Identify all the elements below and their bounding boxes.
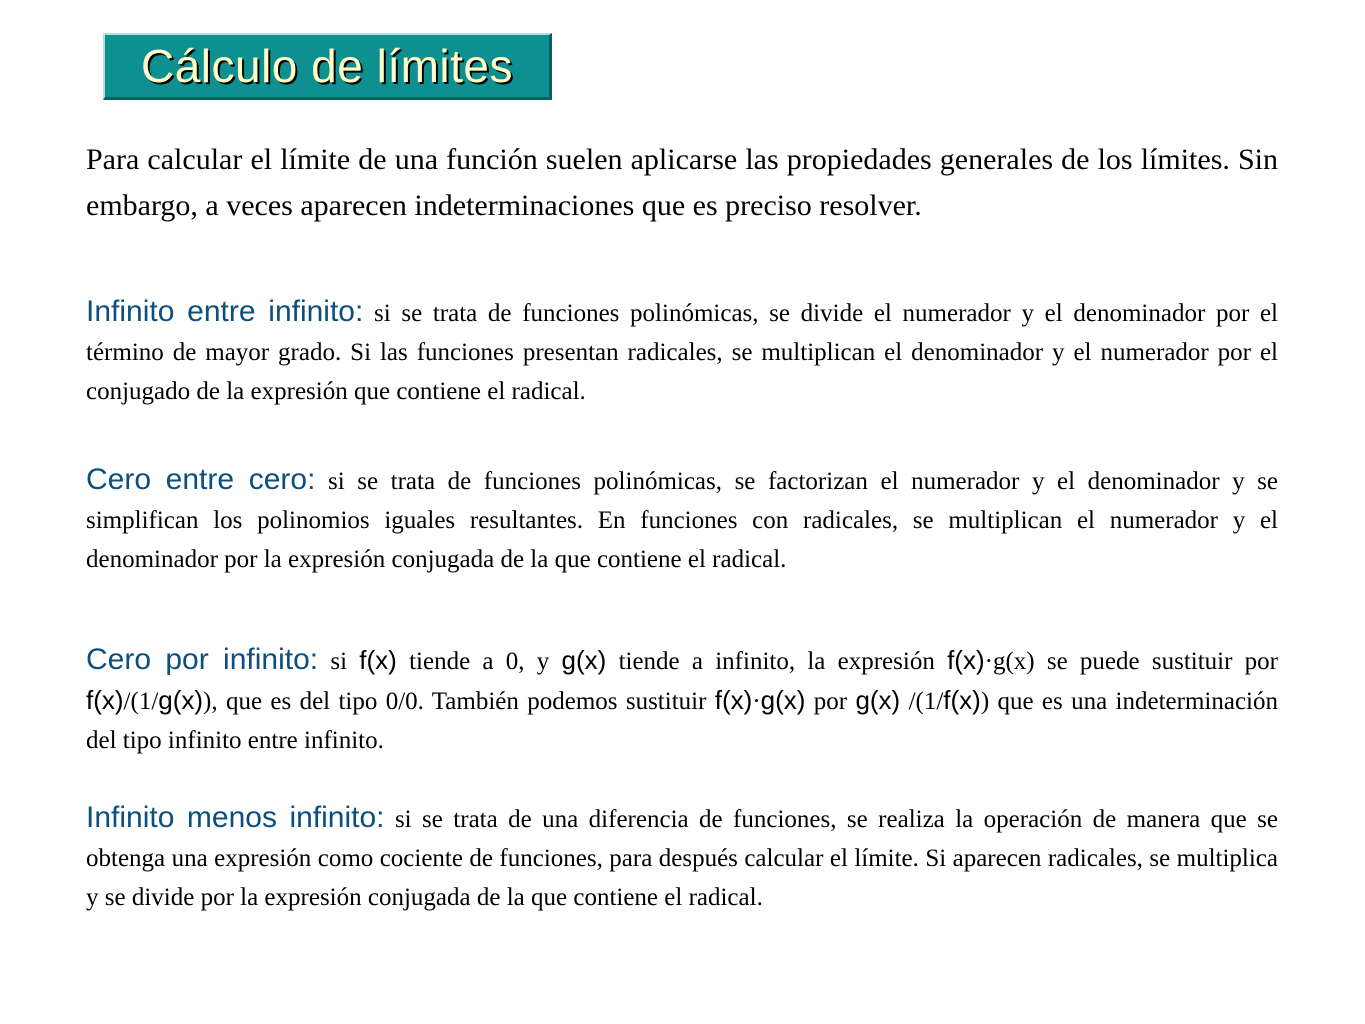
math-g-of-x: g(x)	[760, 685, 806, 715]
section-heading: Infinito menos infinito:	[86, 801, 385, 834]
page-title: Cálculo de límites	[140, 40, 514, 92]
math-f-of-x: f(x)	[86, 685, 124, 715]
math-f-of-x: f(x)	[947, 645, 985, 675]
text-fragment: se puede sustituir por	[1046, 648, 1279, 675]
intro-paragraph: Para calcular el límite de una función suelen aplicarse las propiedades generales de los límites. Sin embargo, a veces aparecen indeterminaciones que es preciso resolver.	[86, 143, 1278, 222]
section-text: si se trata de una diferencia de funciones, se realiza la operación de manera que se obtenga una expresión como cociente de funciones, para después calcular el límite. Si aparecen radicales, se multiplica y se divide por la expresión conjugada de la que contiene el radical.	[86, 806, 1279, 911]
section-cero-por-infinito	[86, 640, 1278, 760]
math-g-of-x: g(x)	[158, 685, 204, 715]
section-heading: Infinito entre infinito:	[86, 295, 364, 328]
section-infinito-menos-infinito	[86, 798, 1278, 917]
math-operator: /(1/	[908, 688, 944, 715]
section-cero-entre-cero	[86, 460, 1278, 579]
text-fragment: tiende a infinito, la expresión	[618, 648, 935, 675]
text-fragment: ) que es una indeterminación del tipo infinito entre infinito.	[86, 688, 1278, 754]
section-heading: Cero por infinito:	[86, 643, 319, 676]
math-dot: ·	[984, 648, 993, 675]
text-fragment: tiende a 0, y	[409, 648, 550, 675]
math-f-of-x: f(x)	[359, 645, 397, 675]
section-text: si se trata de funciones polinómicas, se factorizan el numerador y el denominador y se simplifican los polinomios iguales resultantes. En funciones con radicales, se multiplican el numerador y el denominador por la expresión conjugada de la que contiene el radical.	[86, 468, 1279, 573]
math-g-of-x: g(x)	[992, 648, 1035, 675]
math-operator: /(1/	[123, 688, 159, 715]
text-fragment: ), que es del tipo 0/0. También podemos sustituir	[203, 688, 707, 715]
math-f-of-x: f(x)	[714, 685, 753, 715]
math-g-of-x: g(x)	[855, 685, 901, 715]
text-fragment: por	[813, 688, 848, 715]
text-fragment: si	[330, 648, 348, 675]
math-f-of-x: f(x)	[943, 685, 981, 715]
section-infinito-entre-infinito	[86, 292, 1278, 411]
title-banner	[103, 33, 552, 100]
section-text: si se trata de funciones polinómicas, se divide el numerador y el denominador por el término de mayor grado. Si las funciones presentan radicales, se multiplican el denominador y el numerador por el conjugado de la expresión que contiene el radical.	[86, 300, 1278, 405]
section-heading: Cero entre cero:	[86, 463, 316, 496]
math-g-of-x: g(x)	[561, 645, 607, 675]
math-dot: ·	[752, 688, 761, 715]
